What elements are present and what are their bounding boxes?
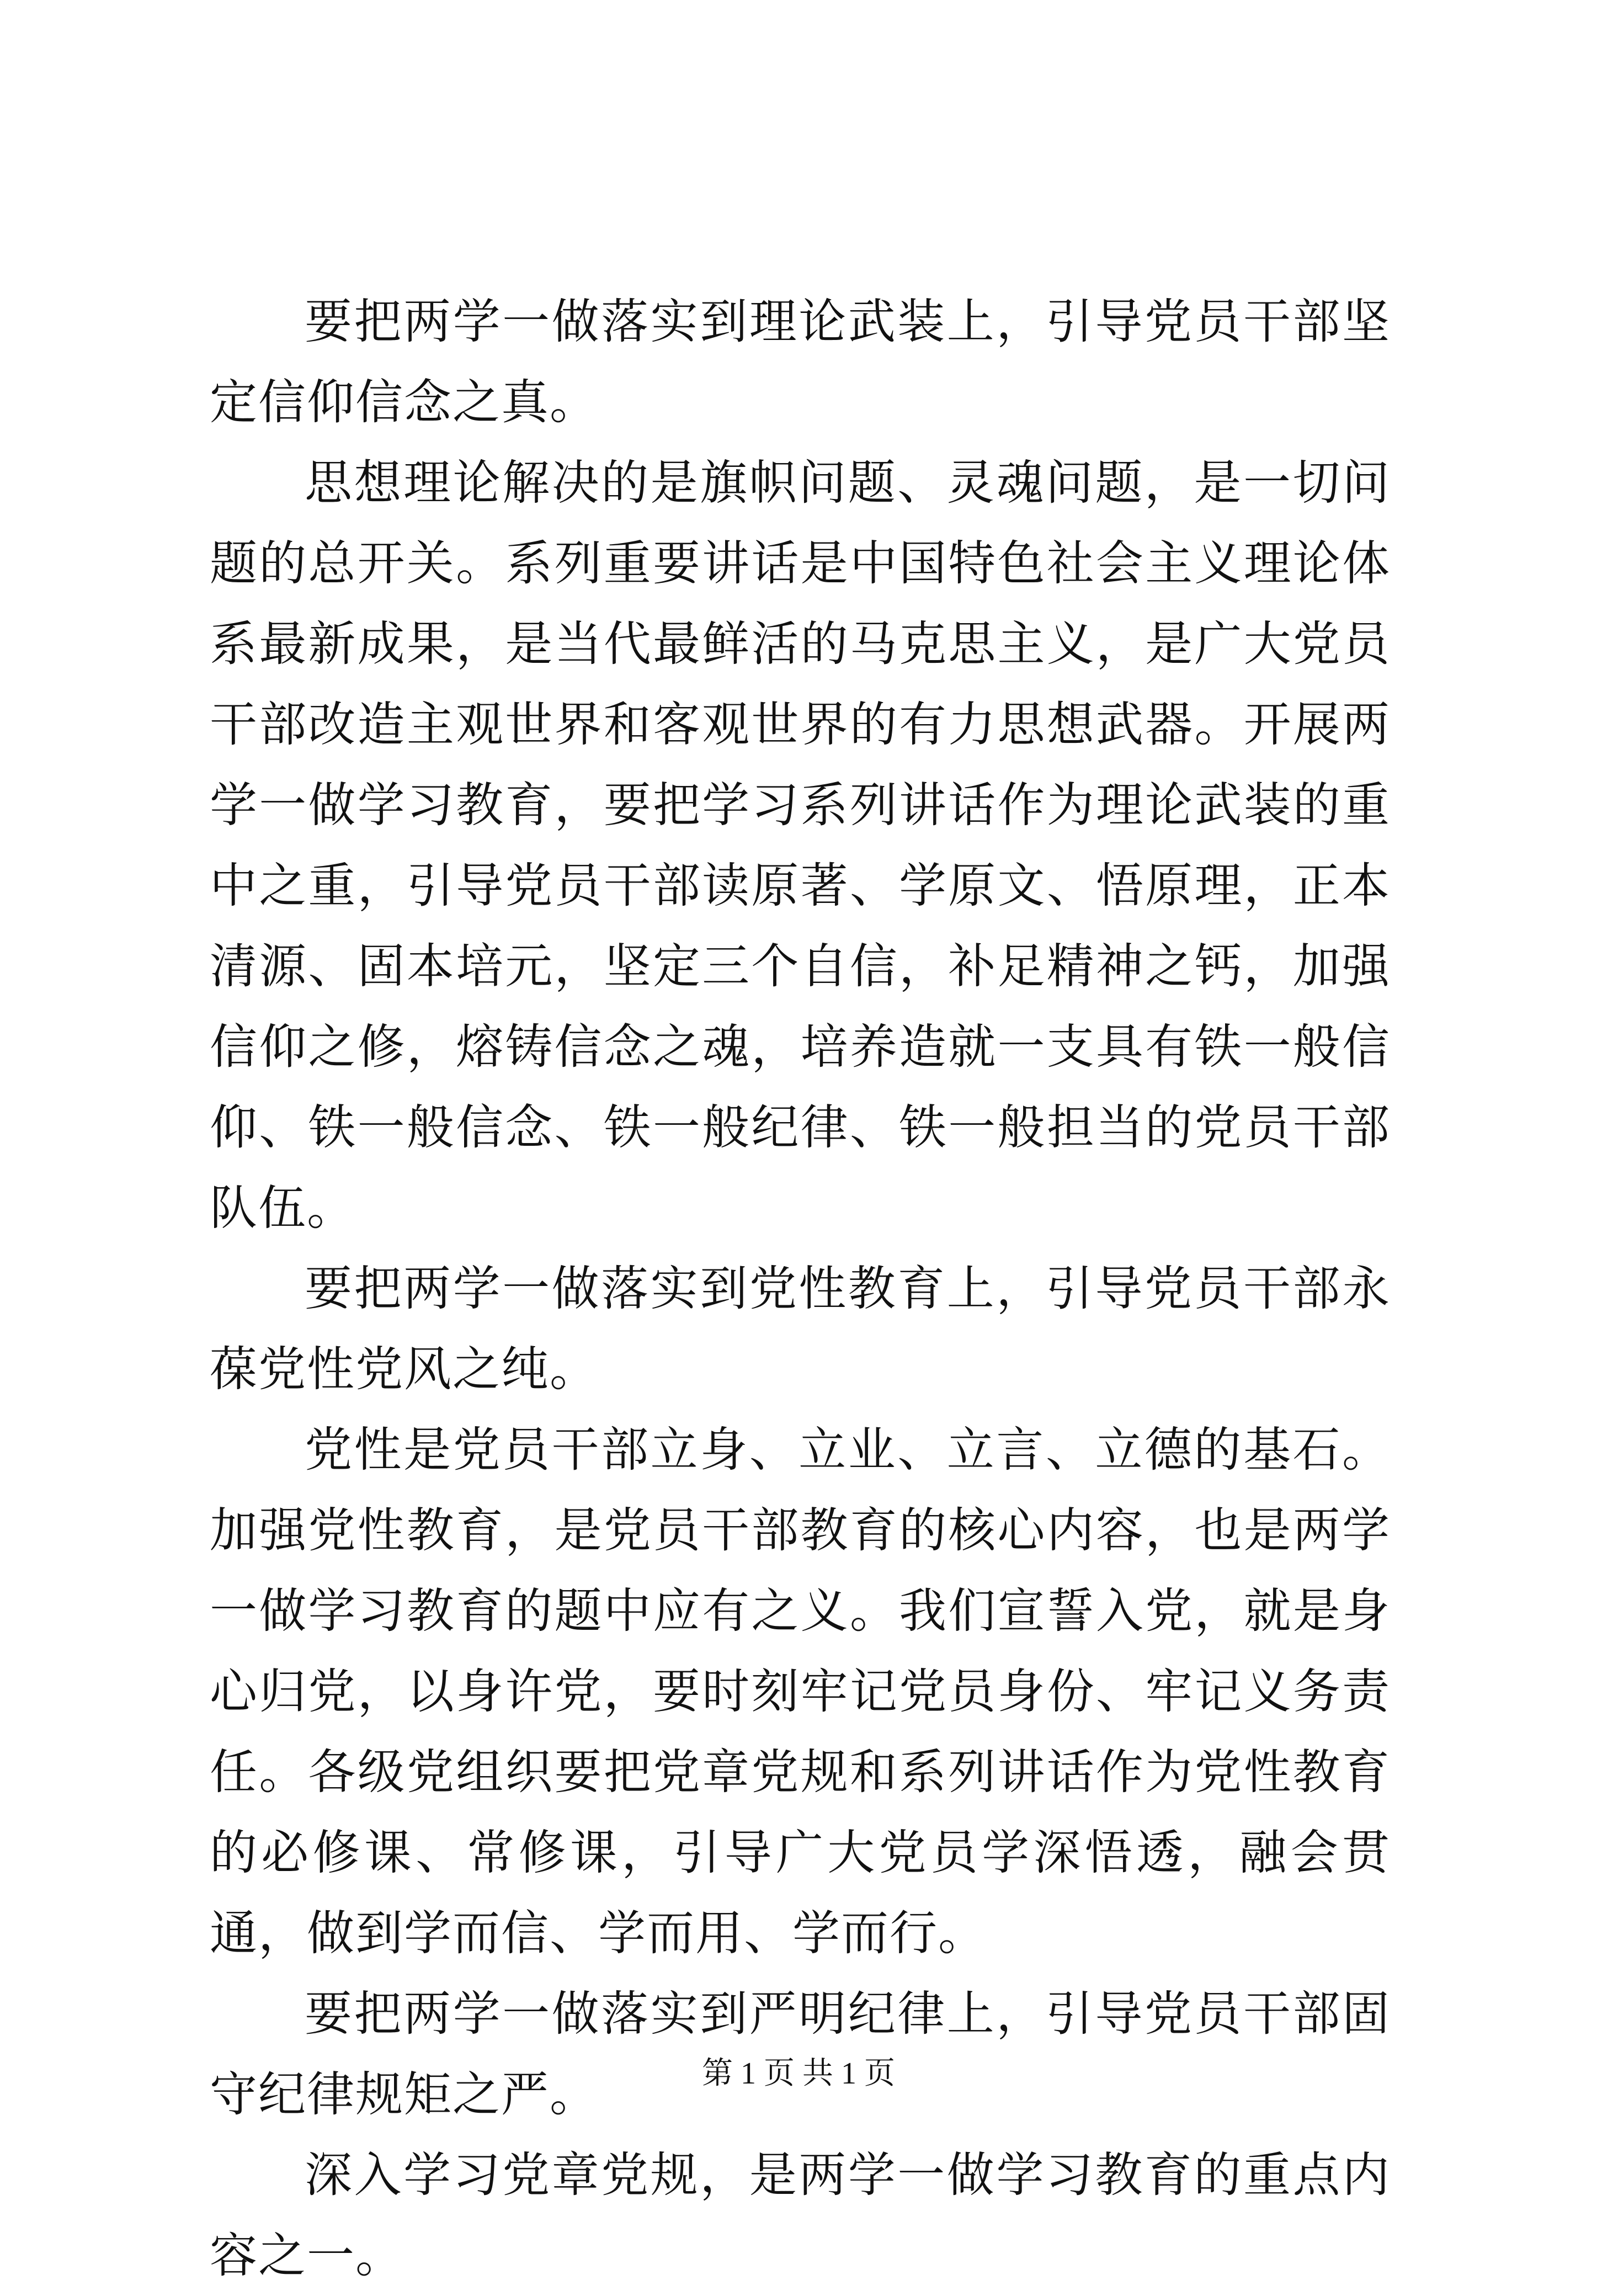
paragraph-4: 党性是党员干部立身、立业、立言、立德的基石。加强党性教育，是党员干部教育的核心内容，也是两学一做学习教育的题中应有之义。我们宣誓入党，就是身心归党，以身许党，要时刻牢记党员身份、牢记义务责任。各级党组织要把党章党规和系列讲话作为党性教育的必修课、常修课，引导广大党员学深悟透，融会贯通，做到学而信、学而用、学而行。 — [210, 1422, 1391, 1961]
paragraph-3: 要把两学一做落实到党性教育上，引导党员干部永葆党性党风之纯。 — [210, 1261, 1391, 1397]
page-number-footer: 第 1 页 共 1 页 — [702, 2056, 895, 2091]
document-body — [210, 281, 1391, 2296]
paragraph-6: 深入学习党章党规，是两学一做学习教育的重点内容之一。 — [210, 2148, 1391, 2283]
paragraph-1: 要把两学一做落实到理论武装上，引导党员干部坚定信仰信念之真。 — [210, 294, 1391, 430]
paragraph-5: 要把两学一做落实到严明纪律上，引导党员干部固守纪律规矩之严。 — [210, 1986, 1391, 2122]
paragraph-2: 思想理论解决的是旗帜问题、灵魂问题，是一切问题的总开关。系列重要讲话是中国特色社会主义理论体系最新成果，是当代最鲜活的马克思主义，是广大党员干部改造主观世界和客观世界的有力思想武器。开展两学一做学习教育，要把学习系列讲话作为理论武装的重中之重，引导党员干部读原著、学原文、悟原理，正本清源、固本培元，坚定三个自信，补足精神之钙，加强信仰之修，熔铸信念之魂，培养造就一支具有铁一般信仰、铁一般信念、铁一般纪律、铁一般担当的党员干部队伍。 — [210, 455, 1391, 1236]
